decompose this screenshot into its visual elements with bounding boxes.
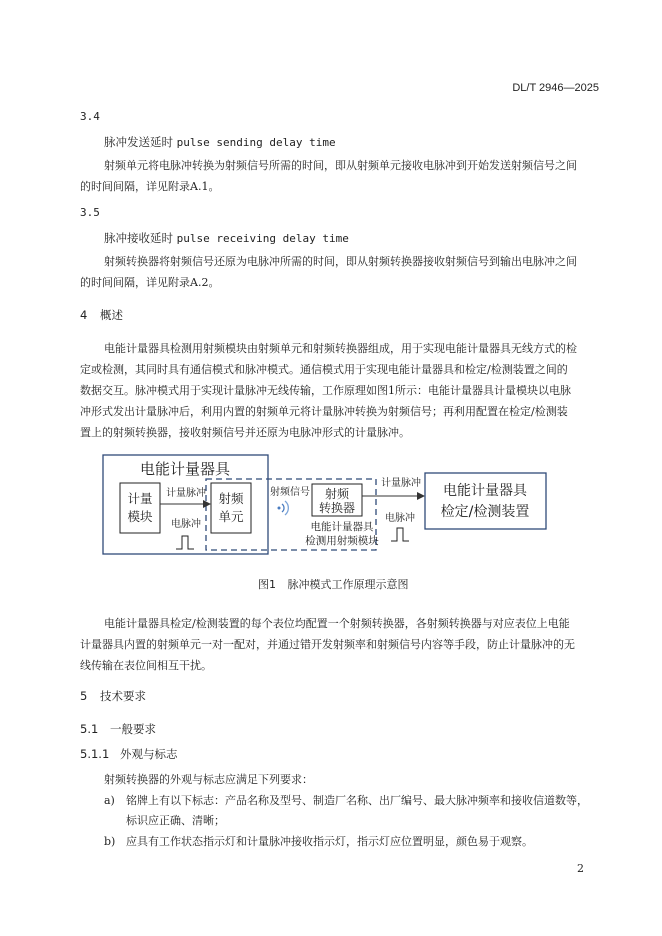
section-5-1-1-heading — [80, 746, 178, 762]
section-4-number: 4 — [80, 308, 88, 322]
section-5-heading — [80, 688, 146, 704]
list-item-b-line1: 应具有工作状态指示灯和计量脉冲接收指示灯，指示灯应位置明显，颜色易于观察。 — [126, 835, 533, 848]
label-elec-pulse-2: 电脉冲 — [385, 513, 415, 524]
section-5-title: 技术要求 — [100, 689, 146, 703]
calibration-device-box — [425, 473, 546, 529]
section-5-1-1-intro: 射频转换器的外观与标志应满足下列要求： — [104, 773, 313, 786]
section-5-1-1-number: 5.1.1 — [80, 747, 110, 761]
paragraph-line: 冲形式发出计量脉冲后，利用内置的射频单元将计量脉冲转换为射频信号；再利用配置在检定/检测装 — [80, 405, 568, 418]
section-4-heading — [80, 307, 123, 323]
definition-3-5-line2: 的时间间隔，详见附录A.2。 — [80, 276, 220, 289]
term-3-5-en: pulse receiving delay time — [176, 232, 349, 245]
paragraph-line: 电能计量器具检定/检测装置的每个表位均配置一个射频转换器，各射频转换器与对应表位上电能 — [104, 617, 570, 630]
section-5-1-1-title: 外观与标志 — [120, 747, 178, 761]
term-3-4-en: pulse sending delay time — [176, 136, 336, 149]
section-3-5-number: 3.5 — [80, 206, 100, 219]
paragraph-after-figure — [80, 613, 575, 676]
definition-3-5 — [80, 251, 577, 293]
rf-converter-label-1: 射频 — [324, 487, 350, 501]
section-5-number: 5 — [80, 689, 88, 703]
device-label-1: 电能计量器具 — [443, 483, 527, 499]
paragraph-line: 电能计量器具检测用射频模块由射频单元和射频转换器组成，用于实现电能计量器具无线方式的检 — [104, 342, 577, 355]
section-5-1-title: 一般要求 — [110, 722, 156, 736]
paragraph-line: 定或检测，其同时具有通信模式和脉冲模式。通信模式用于实现电能计量器具和检定/检测装置之间的 — [80, 363, 568, 376]
section-5-1-heading — [80, 721, 156, 737]
definition-3-4 — [80, 155, 577, 197]
rf-unit-label-1: 射频 — [218, 491, 244, 506]
paragraph-line: 线传输在表位间相互干扰。 — [80, 659, 212, 672]
paragraph-line: 计量器具内置的射频单元一对一配对，并通过错开发射频率和射频信号内容等手段，防止计量脉冲的无 — [80, 638, 575, 651]
list-item-a-line1: 铭牌上有以下标志：产品名称及型号、制造厂名称、出厂编号、最大脉冲频率和接收信道数等， — [126, 794, 588, 807]
definition-3-4-line2: 的时间间隔，详见附录A.1。 — [80, 180, 220, 193]
meter-outer-title: 电能计量器具 — [139, 460, 231, 478]
rf-unit-label-2: 单元 — [218, 509, 244, 524]
pulse-waveform-icon — [391, 528, 409, 541]
term-3-5 — [104, 230, 349, 246]
device-label-2: 检定/检测装置 — [440, 504, 530, 520]
section-3-4-number: 3.4 — [80, 110, 100, 123]
section-4-title: 概述 — [100, 308, 123, 322]
rf-converter-label-2: 转换器 — [318, 501, 356, 515]
term-3-4-cn: 脉冲发送延时 — [104, 135, 173, 149]
wireless-signal-icon — [278, 501, 289, 515]
list-item-a-marker: a) — [104, 794, 115, 807]
label-meter-pulse-2: 计量脉冲 — [381, 478, 421, 489]
definition-3-5-line1: 射频转换器将射频信号还原为电脉冲所需的时间，即从射频转换器接收射频信号到输出电脉冲之间 — [104, 255, 577, 268]
list-item-a-line2: 标识应正确、清晰； — [126, 814, 225, 827]
term-3-4 — [104, 134, 336, 150]
definition-3-4-line1: 射频单元将电脉冲转换为射频信号所需的时间，即从射频单元接收电脉冲到开始发送射频信号之间 — [104, 159, 577, 172]
rf-module-label-1: 电能计量器具 — [310, 521, 374, 533]
meter-module-label-1: 计量 — [127, 491, 153, 506]
label-elec-pulse-1: 电脉冲 — [171, 519, 201, 530]
rf-module-label-2: 检测用射频模块 — [305, 535, 379, 547]
label-rf-signal: 射频信号 — [270, 487, 310, 498]
page-number: 2 — [577, 862, 584, 875]
figure-1-caption-number: 图1 — [258, 578, 276, 591]
paragraph-line: 置上的射频转换器，接收射频信号并还原为电脉冲形式的计量脉冲。 — [80, 426, 410, 439]
figure-1-caption-text: 脉冲模式工作原理示意图 — [287, 578, 409, 591]
figure-1-diagram — [90, 446, 560, 562]
list-item-b-marker: b) — [104, 835, 116, 848]
paragraph-line: 数据交互。脉冲模式用于实现计量脉冲无线传输，工作原理如图1所示：电能计量器具计量模块以电脉 — [80, 384, 571, 397]
standard-number: DL/T 2946—2025 — [512, 82, 599, 94]
figure-1-caption — [258, 576, 409, 592]
section-5-1-number: 5.1 — [80, 722, 99, 736]
label-meter-pulse-1: 计量脉冲 — [166, 488, 206, 499]
section-4-paragraph — [80, 338, 577, 443]
meter-module-label-2: 模块 — [127, 509, 153, 524]
term-3-5-cn: 脉冲接收延时 — [104, 231, 173, 245]
